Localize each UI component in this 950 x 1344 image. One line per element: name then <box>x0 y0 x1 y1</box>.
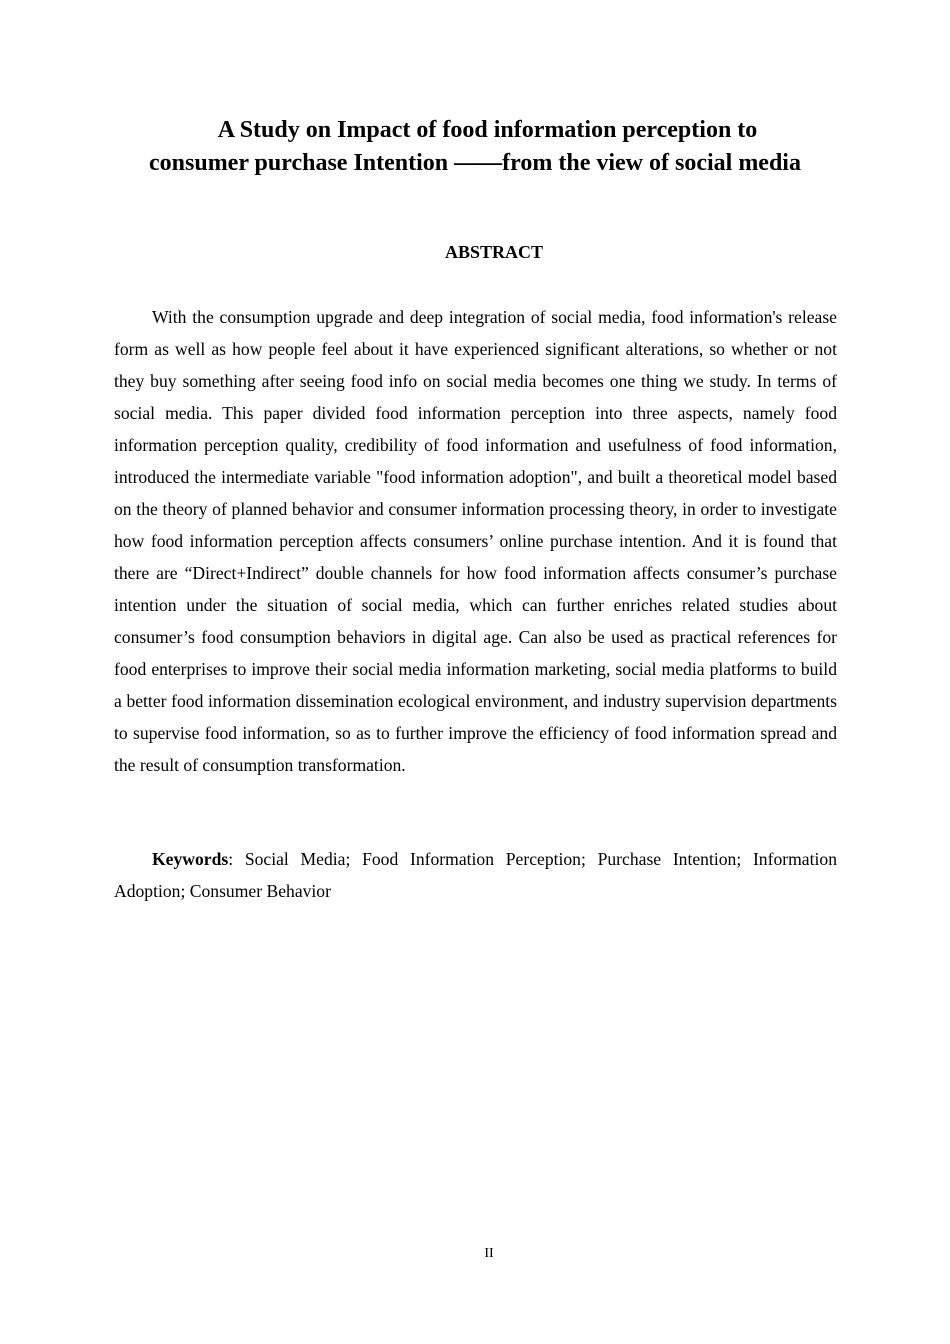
abstract-paragraph: With the consumption upgrade and deep integration of social media, food information's release form as well as how people feel about it have experienced significant alterations, so whether or not they buy something after seeing food info on social media becomes one thing we study. In terms of social media. This paper divided food information perception into three aspects, namely food information perception quality, credibility of food information and usefulness of food information, introduced the intermediate variable "food information adoption", and built a theoretical model based on the theory of planned behavior and consumer information processing theory, in order to investigate how food information perception affects consumers’ online purchase intention. And it is found that there are “Direct+Indirect” double channels for how food information affects consumer’s purchase intention under the situation of social media, which can further enriches related studies about consumer’s food consumption behaviors in digital age. Can also be used as practical references for food enterprises to improve their social media information marketing, social media platforms to build a better food information dissemination ecological environment, and industry supervision departments to supervise food information, so as to further improve the efficiency of food information spread and the result of consumption transformation. <box>114 307 837 775</box>
keywords-label: Keywords <box>152 849 229 869</box>
title-line-1: A Study on Impact of food information perception to <box>217 117 758 143</box>
keywords-separator: : <box>228 849 245 869</box>
keywords-text: Social Media; Food Information Perception; Purchase Intention; Information Adoption; Consumer Behavior <box>114 849 837 901</box>
paper-title <box>100 114 850 180</box>
title-line-2: consumer purchase Intention ——from the view of social media <box>149 150 801 176</box>
page-number: II <box>484 1246 494 1261</box>
keywords-paragraph <box>114 843 837 907</box>
abstract-heading: ABSTRACT <box>444 242 544 262</box>
